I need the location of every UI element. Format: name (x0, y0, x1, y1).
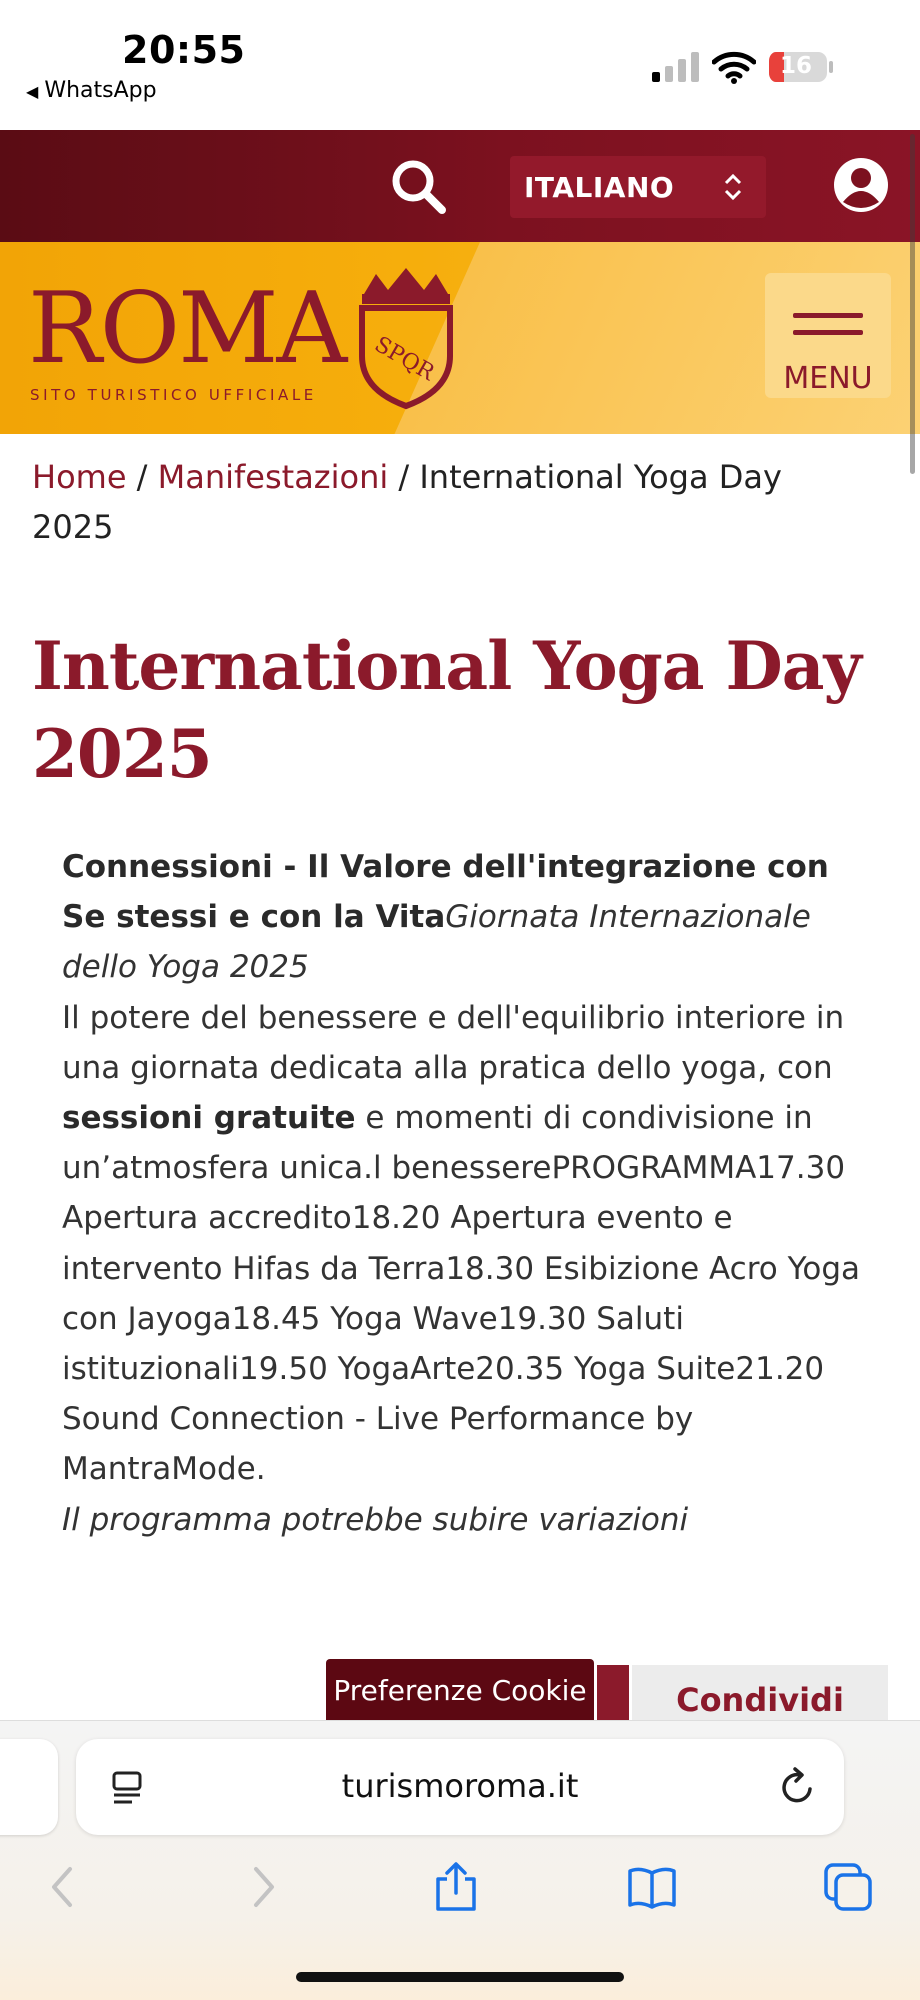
cellular-signal-icon (652, 52, 700, 82)
reload-icon[interactable] (778, 1767, 818, 1807)
event-description (62, 842, 872, 1545)
spqr-shield-icon (352, 266, 460, 410)
updown-chevron-icon (722, 170, 744, 204)
status-time: 20:55 (122, 28, 246, 72)
back-triangle-icon: ◀ (26, 82, 39, 101)
breadcrumb-separator: / (126, 458, 158, 496)
menu-label: MENU (783, 361, 873, 396)
description-part-1: Il potere del benessere e dell'equilibrio interiore in una giornata dedicata alla pratica dello yoga, con (62, 999, 845, 1086)
hamburger-icon (793, 313, 863, 353)
browser-toolbar (0, 1720, 920, 2000)
shield-text: SPQR (370, 332, 439, 386)
breadcrumb-separator: / (388, 458, 420, 496)
breadcrumb-manifestazioni[interactable]: Manifestazioni (157, 458, 389, 496)
cookie-preferences-button[interactable]: Preferenze Cookie (326, 1659, 594, 1721)
address-bar[interactable] (76, 1739, 844, 1835)
battery-icon (768, 50, 834, 84)
share-button[interactable]: Condividi (632, 1665, 888, 1721)
back-app-label: WhatsApp (44, 78, 157, 103)
wifi-icon (712, 50, 756, 84)
share-icon[interactable] (597, 1665, 629, 1721)
scrollbar[interactable] (910, 134, 915, 474)
tabs-icon[interactable] (822, 1861, 874, 1913)
description-part-2: e momenti di condivisione in un’atmosfera unica.l benesserePROGRAMMA17.30 Apertura accredito18.20 Apertura evento e intervento Hifas da Terra18.30 Esibizione Acro Yoga con Jayoga18.45 Yoga Wave19.30 Saluti istituzionali19.50 YogaArte20.35 Yoga Suite21.20 Sound Connection - Live Performance by MantraMode. (62, 1100, 861, 1488)
breadcrumb-home[interactable]: Home (32, 458, 127, 496)
battery-level: 16 (780, 53, 813, 79)
menu-button[interactable] (765, 273, 891, 398)
language-select-value: ITALIANO (524, 171, 675, 204)
page-title: International Yoga Day 2025 (32, 627, 861, 793)
breadcrumb (32, 452, 872, 552)
intro-bold: Connessioni - Il Valore dell'integrazione con Se stessi e con la Vita (62, 849, 829, 936)
status-bar (0, 0, 920, 130)
roma-logo[interactable]: ROMA (28, 272, 346, 386)
program-note: Il programma potrebbe subire variazioni (62, 1501, 689, 1538)
bookmarks-icon[interactable] (626, 1861, 678, 1913)
description-bold: sessioni gratuite (62, 1100, 356, 1137)
search-icon[interactable] (388, 156, 448, 216)
user-account-icon[interactable] (832, 156, 890, 214)
breadcrumb-current: International Yoga Day 2025 (32, 458, 782, 546)
url-text: turismoroma.it (341, 1767, 579, 1805)
brand-bar (0, 242, 920, 434)
share-sheet-icon[interactable] (430, 1861, 482, 1913)
logo-tagline: SITO TURISTICO UFFICIALE (30, 386, 317, 404)
back-icon[interactable] (38, 1861, 90, 1913)
previous-tab-preview[interactable] (0, 1739, 58, 1835)
intro-italic: Giornata Internazionale dello Yoga 2025 (62, 899, 811, 986)
top-bar (0, 130, 920, 242)
back-to-app-link[interactable] (26, 78, 157, 103)
language-select[interactable] (510, 156, 766, 218)
home-indicator[interactable] (296, 1972, 624, 1982)
forward-icon[interactable] (236, 1861, 288, 1913)
